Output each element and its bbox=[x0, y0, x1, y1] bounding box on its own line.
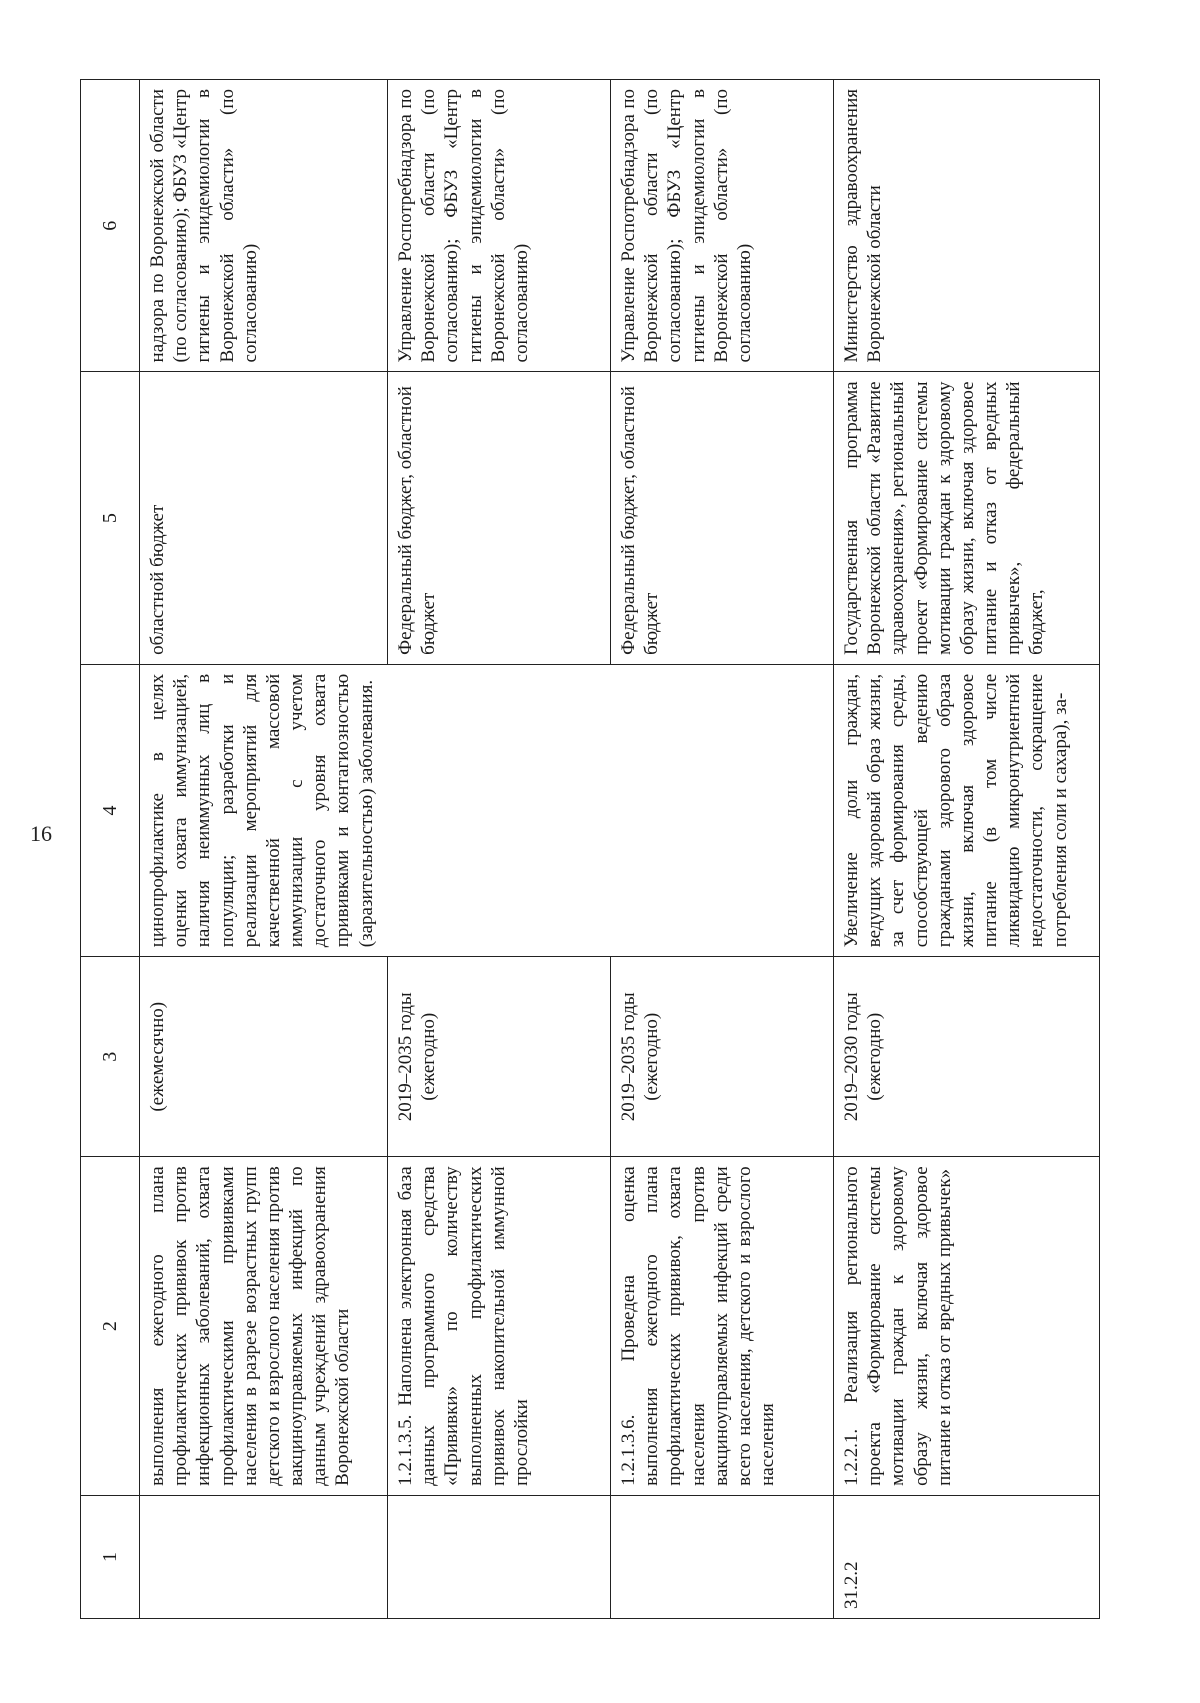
row-executor-cell: Министерство здравоохранения Воронежской области bbox=[834, 80, 1100, 372]
row-funding-cell: областной бюджет bbox=[140, 372, 388, 664]
action-plan-table bbox=[80, 79, 1100, 1619]
row-code-cell bbox=[140, 1495, 388, 1618]
row-funding-cell: Федеральный бюджет, областной бюджет bbox=[611, 372, 834, 664]
row-action-cell: 1.2.1.3.6. Проведена оценка выполнения ежегодного плана профилактических прививок, охвата населения против вакциноуправляемых инфекций среди всего населения, детского и взрослого населения bbox=[611, 1157, 834, 1496]
row-period-cell: 2019–2035 годы (ежегодно) bbox=[388, 957, 611, 1157]
row-code-cell bbox=[611, 1495, 834, 1618]
column-header-6: 6 bbox=[81, 80, 140, 372]
rotated-page-content bbox=[80, 79, 1100, 1619]
row-funding-cell: Государственная программа Воронежской области «Развитие здравоохранения», региональный проект «Формирование системы мотивации граждан к здоровому образу жизни, включая здоровое питание и отказ от вредных привычек», федеральный бюджет, bbox=[834, 372, 1100, 664]
row-code-cell: 31.2.2 bbox=[834, 1495, 1100, 1618]
row-period-cell: 2019–2030 годы (ежегодно) bbox=[834, 957, 1100, 1157]
column-header-5: 5 bbox=[81, 372, 140, 664]
column-header-2: 2 bbox=[81, 1157, 140, 1496]
row-executor-cell: Управление Роспотребнадзора по Воронежской области (по согласованию); ФБУЗ «Центр гигиены и эпидемиологии в Воронежской области» (по согласованию) bbox=[388, 80, 611, 372]
table-header-row bbox=[81, 80, 140, 1619]
column-header-4: 4 bbox=[81, 664, 140, 956]
column-header-1: 1 bbox=[81, 1495, 140, 1618]
column-header-3: 3 bbox=[81, 957, 140, 1157]
table-row bbox=[140, 80, 388, 1619]
row-period-cell: 2019–2035 годы (ежегодно) bbox=[611, 957, 834, 1157]
page-number: 16 bbox=[30, 821, 52, 846]
row-executor-cell: Управление Роспотребнадзора по Воронежской области (по согласованию); ФБУЗ «Центр гигиены и эпидемиологии в Воронежской области» (по согласованию) bbox=[611, 80, 834, 372]
row-action-cell: 1.2.1.3.5. Наполнена электронная база данных программного средства «Прививки» по количеству выполненных профилактических прививок накопительной иммунной прослойки bbox=[388, 1157, 611, 1496]
row-action-cell: выполнения ежегодного плана профилактических прививок против инфекционных заболеваний, охвата профилактическими прививками населения в разрезе возрастных групп детского и взрослого населения против вакциноуправляемых инфекций по данным учреждений здравоохранения Воронежской области bbox=[140, 1157, 388, 1496]
row-action-cell: 1.2.2.1. Реализация регионального проекта «Формирование системы мотивации граждан к здоровому образу жизни, включая здоровое питание и отказ от вредных привычек» bbox=[834, 1157, 1100, 1496]
row-executor-cell: надзора по Воронежской области (по согласованию); ФБУЗ «Центр гигиены и эпидемиологии в Воронежской области» (по согласованию) bbox=[140, 80, 388, 372]
row-code-cell bbox=[388, 1495, 611, 1618]
row-result-cell: цинопрофилактике в целях оценки охвата иммунизацией, наличия неиммунных лиц в популяции; разработки и реализации мероприятий для качественной массовой иммунизации с учетом достаточного уровня охвата прививками и контагиозностью (заразительностью) заболевания. bbox=[140, 664, 834, 956]
row-period-cell: (ежемесячно) bbox=[140, 957, 388, 1157]
row-funding-cell: Федеральный бюджет, областной бюджет bbox=[388, 372, 611, 664]
table-row bbox=[834, 80, 1100, 1619]
row-result-cell: Увеличение доли граждан, ведущих здоровый образ жизни, за счет формирования среды, способствующей ведению гражданами здорового образа жизни, включая здоровое питание (в том числе ликвидацию микронутриентной недостаточности, сокращение потребления соли и сахара), за- bbox=[834, 664, 1100, 956]
